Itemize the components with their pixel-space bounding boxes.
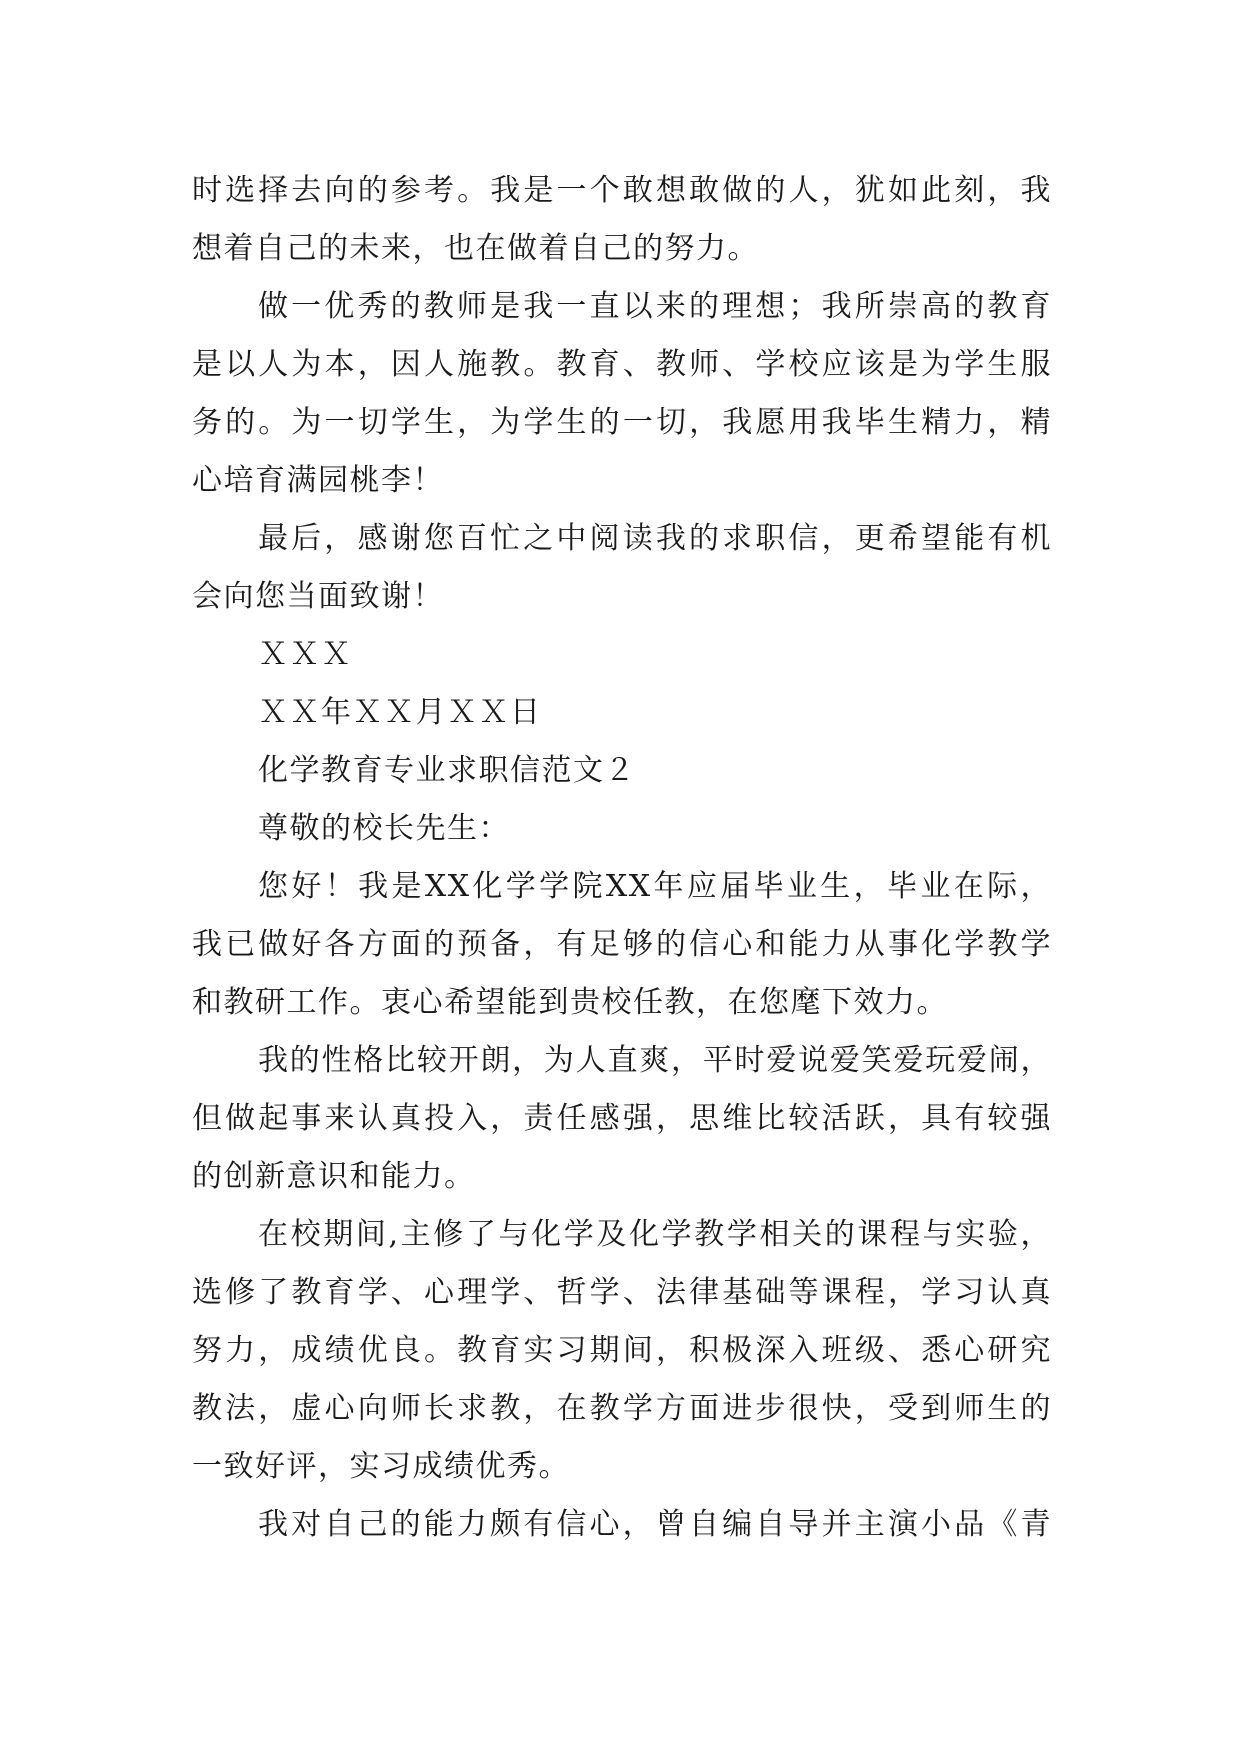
text-line: 是以人为本，因人施教。教育、教师、学校应该是为学生服 [192,347,1052,382]
text-line: 会向您当面致谢！ [192,579,444,614]
text-line: 教法，虚心向师长求教，在教学方面进步很快，受到师生的 [192,1391,1052,1426]
text-line: 但做起事来认真投入，责任感强，思维比较活跃，具有较强 [192,1101,1052,1136]
text-line: 时选择去向的参考。我是一个敢想敢做的人，犹如此刻，我 [192,173,1052,208]
paragraph-start-line: 最后，感谢您百忙之中阅读我的求职信，更希望能有机 [258,521,1052,556]
paragraph-start-line: 我的性格比较开朗，为人直爽，平时爱说爱笑爱玩爱闹， [258,1043,1052,1078]
section-title: 化学教育专业求职信范文２ [258,753,636,788]
text-line: 我已做好各方面的预备，有足够的信心和能力从事化学教学 [192,927,1052,962]
signature-name: ＸＸＸ [258,637,353,672]
document-body [192,162,1052,1554]
text-line: 一致好评，实习成绩优秀。 [192,1449,570,1484]
signature-date: ＸＸ年ＸＸ月ＸＸ日 [258,695,542,730]
paragraph-start-line: 我对自己的能力颇有信心，曾自编自导并主演小品《青 [258,1507,1052,1542]
text-line: 想着自己的未来，也在做着自己的努力。 [192,231,759,266]
text-line: 务的。为一切学生，为学生的一切，我愿用我毕生精力，精 [192,405,1052,440]
text-line: 和教研工作。衷心希望能到贵校任教，在您麾下效力。 [192,985,948,1020]
text-line: 努力，成绩优良。教育实习期间，积极深入班级、悉心研究 [192,1333,1052,1368]
text-line: 的创新意识和能力。 [192,1159,476,1194]
text-line: 心培育满园桃李！ [192,463,444,498]
salutation: 尊敬的校长先生： [258,811,510,846]
paragraph-start-line: 您好！我是XX化学学院XX年应届毕业生，毕业在际， [258,869,1052,904]
text-line: 选修了教育学、心理学、哲学、法律基础等课程，学习认真 [192,1275,1052,1310]
paragraph-start-line: 在校期间,主修了与化学及化学教学相关的课程与实验， [258,1217,1052,1252]
paragraph-start-line: 做一优秀的教师是我一直以来的理想；我所崇高的教育 [258,289,1052,324]
